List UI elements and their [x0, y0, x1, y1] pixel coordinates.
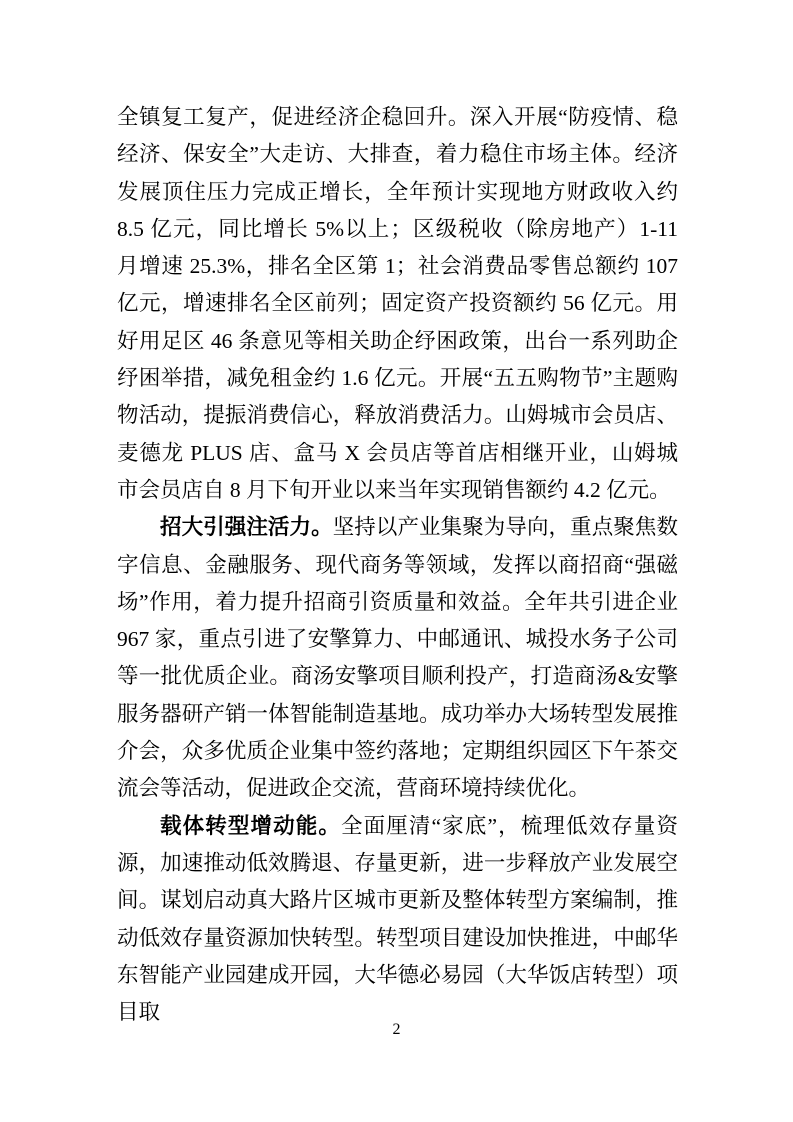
paragraph — [117, 509, 678, 807]
document-body — [117, 99, 678, 1031]
paragraph — [117, 99, 678, 509]
paragraph-text: 坚持以产业集聚为导向，重点聚焦数字信息、金融服务、现代商务等领域，发挥以商招商“强磁场”作用，着力提升招商引资质量和效益。全年共引进企业 967 家，重点引进了安擎算力、中邮通讯、城投水务子公司等一批优质企业。商汤安擎项目顺利投产，打造商汤&安擎服务器研产销一体智能制造基地。成功举办大场转型发展推介会，众多优质企业集中签约落地；定期组织园区下午茶交流会等活动，促进政企交流，营商环境持续优化。 — [117, 515, 678, 801]
paragraph-text: 全镇复工复产，促进经济企稳回升。深入开展“防疫情、稳经济、保安全”大走访、大排查，着力稳住市场主体。经济发展顶住压力完成正增长，全年预计实现地方财政收入约 8.5 亿元，同比增长 5%以上；区级税收（除房地产）1-11 月增速 25.3%，排名全区第 1；社会消费品零售总额约 107 亿元，增速排名全区前列；固定资产投资额约 56 亿元。用好用足区 46 条意见等相关助企纾困政策，出台一系列助企纾困举措，减免租金约 1.6 亿元。开展“五五购物节”主题购物活动，提振消费信心，释放消费活力。山姆城市会员店、麦德龙 PLUS 店、盒马 X 会员店等首店相继开业，山姆城市会员店自 8 月下旬开业以来当年实现销售额约 4.2 亿元。 — [117, 105, 678, 502]
paragraph-lead: 招大引强注活力。 — [160, 515, 333, 540]
page-number: 2 — [392, 1021, 401, 1038]
paragraph-lead: 载体转型增动能。 — [160, 813, 342, 838]
paragraph — [117, 808, 678, 1032]
paragraph-text: 全面厘清“家底”，梳理低效存量资源，加速推动低效腾退、存量更新，进一步释放产业发展空间。谋划启动真大路片区城市更新及整体转型方案编制，推动低效存量资源加快转型。转型项目建设加快推进，中邮华东智能产业园建成开园，大华德必易园（大华饭店转型）项目取 — [117, 813, 678, 1025]
